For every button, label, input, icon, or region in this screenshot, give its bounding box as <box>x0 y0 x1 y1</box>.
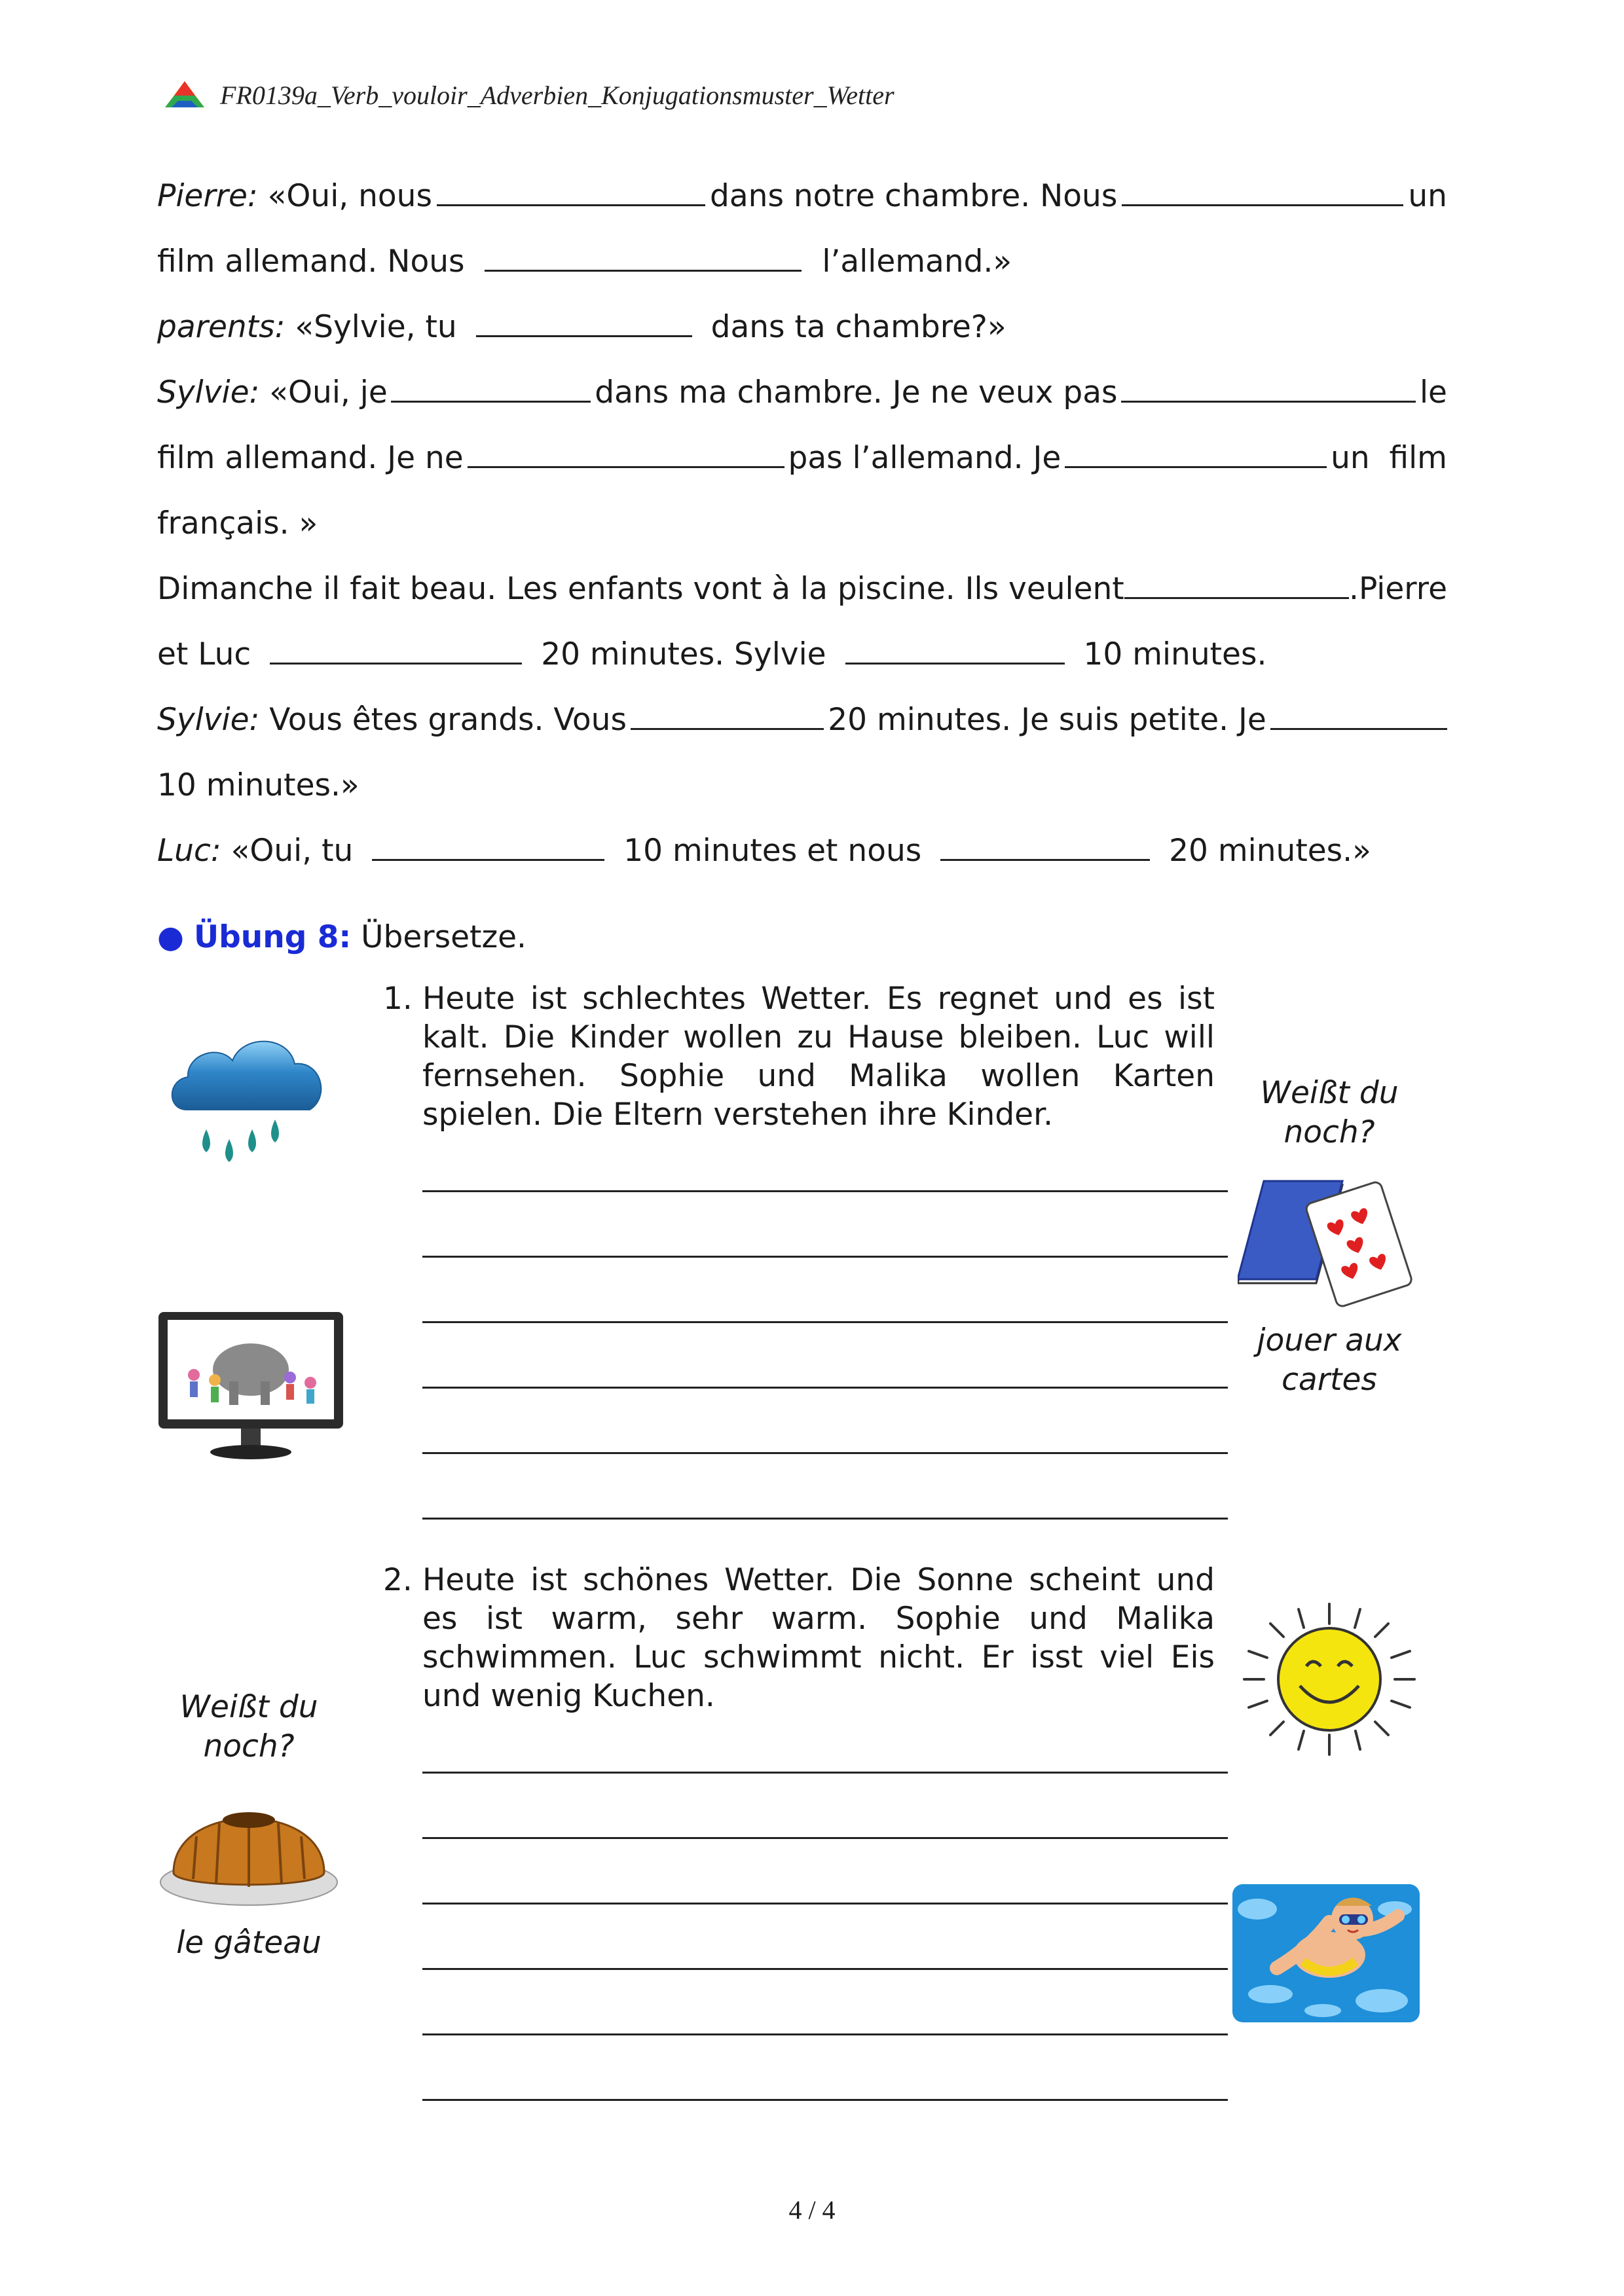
task-text: Heute ist schlechtes Wetter. Es regnet und es ist kalt. Die Kinder wollen zu Hause bleiben. Luc will fernsehen. Sophie und Malika wollen Karten spielen. Die Eltern verstehen ihre Kinder. <box>422 981 1215 1133</box>
answer-blank[interactable] <box>940 833 1150 861</box>
document-title: FR0139a_Verb_vouloir_Adverbien_Konjugationsmuster_Wetter <box>220 80 895 110</box>
writing-line[interactable] <box>422 1837 1228 1839</box>
dialogue-line-3 <box>157 306 1447 348</box>
dialogue-line-8 <box>157 634 1447 676</box>
answer-blank[interactable] <box>1122 178 1403 206</box>
answer-blank[interactable] <box>437 178 705 206</box>
writing-line[interactable] <box>422 1903 1228 1904</box>
dialogue-line-9 <box>157 699 1447 741</box>
dialogue-line-5 <box>157 437 1447 479</box>
writing-line[interactable] <box>422 2099 1228 2101</box>
document-header <box>164 79 895 111</box>
rain-cloud-icon <box>167 1031 331 1175</box>
dialogue-line-4 <box>157 372 1447 414</box>
line-text: un <box>1408 178 1447 214</box>
writing-line[interactable] <box>422 1452 1228 1454</box>
hint-cards-answer: jouer aux cartes <box>1257 1322 1402 1398</box>
line-text: français. » <box>157 505 318 541</box>
hint-cards-question: Weißt du noch? <box>1260 1075 1399 1150</box>
line-text: dans ta chambre?» <box>710 309 1006 345</box>
line-text: un film <box>1331 440 1447 476</box>
sun-icon <box>1241 1597 1418 1761</box>
line-text: Pierre <box>1359 571 1447 607</box>
task-number: 2. <box>383 1562 413 1598</box>
dialogue-line-11 <box>157 830 1447 872</box>
answer-blank[interactable] <box>372 833 604 861</box>
line-text: 10 minutes. <box>1083 636 1267 672</box>
exercise-heading <box>157 917 526 958</box>
dialogue-line-7 <box>157 568 1447 610</box>
task-1 <box>383 979 1215 1134</box>
answer-blank[interactable] <box>845 636 1065 665</box>
speaker-label: Pierre: <box>157 178 258 214</box>
task-text: Heute ist schönes Wetter. Die Sonne scheint und es ist warm, sehr warm. Sophie und Malika schwimmen. Luc schwimmt nicht. Er isst viel Eis und wenig Kuchen. <box>422 1562 1215 1714</box>
writing-line[interactable] <box>422 1518 1228 1520</box>
answer-blank[interactable] <box>476 309 692 337</box>
speaker-label: parents: <box>157 309 286 345</box>
pyramid-logo-icon <box>164 80 206 110</box>
line-text: 10 minutes.» <box>157 767 360 803</box>
speaker-label: Sylvie: <box>157 702 260 738</box>
answer-blank[interactable] <box>1065 440 1327 468</box>
exercise-label: Übung 8: <box>193 919 352 955</box>
line-text: 10 minutes et nous <box>623 833 922 869</box>
line-text: Vous êtes grands. Vous <box>259 702 627 738</box>
line-text: dans notre chambre. Nous <box>710 178 1118 214</box>
task-number: 1. <box>383 981 413 1017</box>
page-number: 4 / 4 <box>788 2195 836 2225</box>
swimmer-icon <box>1231 1883 1421 2024</box>
line-text: l’allemand.» <box>822 244 1012 280</box>
line-text: dans ma chambre. Je ne veux pas <box>595 374 1118 410</box>
exercise-instruction: Übersetze. <box>351 919 526 955</box>
writing-line[interactable] <box>422 1190 1228 1192</box>
writing-line[interactable] <box>422 1968 1228 1970</box>
writing-line[interactable] <box>422 1772 1228 1774</box>
playing-cards-icon <box>1238 1172 1421 1309</box>
line-text: Dimanche il fait beau. Les enfants vont à la piscine. Ils veulent <box>157 571 1124 607</box>
answer-blank[interactable] <box>485 244 802 272</box>
line-text: «Sylvie, tu <box>285 309 457 345</box>
answer-blank[interactable] <box>1270 702 1447 730</box>
answer-blank[interactable] <box>270 636 522 665</box>
line-text: «Oui, tu <box>221 833 354 869</box>
answer-blank[interactable] <box>631 702 824 730</box>
writing-line[interactable] <box>422 1387 1228 1389</box>
line-text: . <box>1349 571 1359 607</box>
dialogue-line-6 <box>157 503 1447 545</box>
line-text: «Oui, nous <box>257 178 432 214</box>
line-text: 20 minutes. Je suis petite. Je <box>828 702 1266 738</box>
bullet-icon: ● <box>157 919 185 955</box>
answer-blank[interactable] <box>391 374 591 403</box>
tv-monitor-icon <box>156 1309 346 1463</box>
writing-line[interactable] <box>422 2033 1228 2035</box>
writing-line[interactable] <box>422 1256 1228 1258</box>
speaker-label: Sylvie: <box>157 374 260 410</box>
dialogue-line-2 <box>157 241 1447 283</box>
line-text: film allemand. Nous <box>157 244 465 280</box>
hint-cake-answer: le gâteau <box>176 1925 322 1961</box>
line-text: 20 minutes.» <box>1169 833 1371 869</box>
answer-blank[interactable] <box>468 440 784 468</box>
answer-blank[interactable] <box>1121 374 1416 403</box>
task-2 <box>383 1561 1215 1715</box>
writing-line[interactable] <box>422 1321 1228 1323</box>
line-text: «Oui, je <box>259 374 388 410</box>
answer-blank[interactable] <box>1124 571 1349 599</box>
hint-cake-question: Weißt du noch? <box>179 1689 318 1764</box>
line-text: pas l’allemand. Je <box>788 440 1061 476</box>
line-text: film allemand. Je ne <box>157 440 464 476</box>
line-text: et Luc <box>157 636 251 672</box>
dialogue-line-1 <box>157 175 1447 217</box>
dialogue-line-10 <box>157 765 1447 807</box>
speaker-label: Luc: <box>157 833 221 869</box>
bundt-cake-icon <box>157 1774 341 1908</box>
line-text: 20 minutes. Sylvie <box>541 636 826 672</box>
line-text: le <box>1420 374 1447 410</box>
